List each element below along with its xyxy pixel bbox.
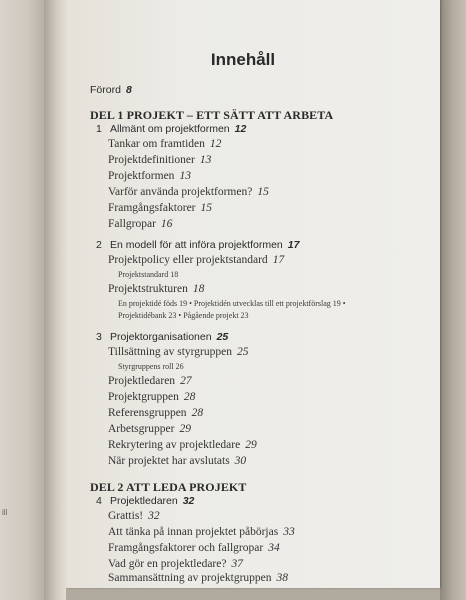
entry-page: 28	[191, 407, 204, 419]
entry-label: Projektdefinitioner	[108, 154, 195, 166]
toc-section	[108, 542, 280, 554]
entry-page: 13	[179, 170, 191, 182]
toc-section	[108, 218, 172, 230]
entry-label: Förord	[90, 84, 121, 96]
entry-label: Referensgruppen	[108, 407, 187, 419]
entry-page: 18	[192, 283, 205, 295]
entry-label: Projektformen	[108, 170, 175, 182]
toc-section	[108, 138, 221, 150]
toc-chapter-2	[96, 239, 299, 251]
toc-section	[108, 186, 269, 198]
entry-label: Tankar om framtiden	[108, 138, 205, 150]
toc-section	[108, 526, 295, 538]
toc-section	[108, 170, 191, 182]
toc-section	[108, 283, 204, 295]
entry-label: Arbetsgrupper	[108, 423, 175, 435]
entry-label: En modell för att införa projektformen	[110, 239, 283, 251]
entry-page: 30	[234, 455, 247, 467]
toc-part-1: DEL 1 PROJEKT – ETT SÄTT ATT ARBETA	[90, 108, 334, 122]
toc-subsection: Styrgruppens roll 26	[118, 362, 184, 371]
chapter-number: 1	[96, 123, 102, 135]
entry-label: Att tänka på innan projektet påbörjas	[108, 526, 279, 538]
entry-page: 12	[209, 138, 222, 150]
toc-section	[108, 455, 246, 467]
entry-page: 28	[183, 391, 196, 403]
toc-section	[108, 346, 248, 358]
toc-part-2: DEL 2 ATT LEDA PROJEKT	[90, 480, 247, 494]
background-right	[440, 0, 466, 600]
toc-section	[108, 423, 191, 435]
entry-page: 32	[148, 510, 160, 522]
toc-subsection: Projektidébank 23 • Pågående projekt 23	[118, 311, 249, 320]
entry-page: 27	[180, 375, 192, 387]
entry-label: Projektstrukturen	[108, 283, 188, 295]
toc-section	[108, 510, 160, 522]
entry-page: 34	[268, 542, 280, 554]
toc-section	[108, 572, 288, 584]
entry-label: Allmänt om projektformen	[110, 123, 230, 135]
toc-chapter-4	[96, 495, 194, 507]
entry-page: 37	[231, 558, 243, 570]
entry-label: Projektorganisationen	[110, 331, 212, 343]
entry-label: Fallgropar	[108, 218, 156, 230]
toc-subsection: Projektstandard 18	[118, 270, 179, 279]
toc-section	[108, 558, 243, 570]
entry-page: 17	[287, 239, 300, 251]
entry-label: Projektledaren	[108, 375, 176, 387]
toc-section	[108, 202, 212, 214]
toc-section	[108, 439, 257, 451]
entry-label: Grattis!	[108, 510, 144, 522]
toc-entry-foreword	[90, 84, 132, 96]
toc-section	[108, 407, 203, 419]
toc-page	[66, 0, 440, 588]
toc-section	[108, 254, 284, 266]
left-page-edge-text: ill	[2, 508, 8, 517]
toc-section	[108, 375, 192, 387]
entry-label: Projektgruppen	[108, 391, 179, 403]
entry-page: 25	[216, 331, 229, 343]
chapter-number: 3	[96, 331, 102, 343]
entry-page: 29	[245, 439, 257, 451]
page-title: Innehåll	[210, 50, 276, 69]
toc-section	[108, 154, 211, 166]
background-bottom	[66, 588, 440, 600]
entry-page: 17	[272, 254, 285, 266]
toc-chapter-1	[96, 123, 246, 135]
entry-page: 38	[276, 572, 289, 584]
entry-page: 8	[125, 84, 132, 96]
entry-page: 13	[199, 154, 212, 166]
entry-page: 12	[234, 123, 247, 135]
entry-label: Varför använda projektformen?	[108, 186, 253, 198]
chapter-number: 2	[96, 239, 102, 251]
chapter-number: 4	[96, 495, 102, 507]
entry-page: 32	[182, 495, 195, 507]
entry-label: När projektet har avslutats	[108, 455, 230, 467]
entry-page: 25	[236, 346, 249, 358]
entry-label: Tillsättning av styrgruppen	[108, 346, 232, 358]
left-page	[0, 0, 44, 600]
toc-subsection: En projektidé föds 19 • Projektidén utvecklas till ett projektförslag 19 •	[118, 299, 346, 308]
toc-section	[108, 391, 195, 403]
entry-page: 15	[200, 202, 212, 214]
entry-page: 16	[160, 218, 173, 230]
entry-label: Framgångsfaktorer och fallgropar	[108, 542, 264, 554]
entry-page: 15	[257, 186, 269, 198]
entry-label: Rekrytering av projektledare	[108, 439, 241, 451]
entry-page: 29	[179, 423, 191, 435]
toc-chapter-3	[96, 331, 228, 343]
entry-page: 33	[283, 526, 295, 538]
toc-content	[66, 0, 440, 588]
entry-label: Projektpolicy eller projektstandard	[108, 254, 268, 266]
entry-label: Projektledaren	[110, 495, 178, 507]
entry-label: Framgångsfaktorer	[108, 202, 196, 214]
entry-label: Sammansättning av projektgruppen	[108, 572, 272, 584]
entry-label: Vad gör en projektledare?	[108, 558, 227, 570]
book-gutter	[44, 0, 66, 600]
